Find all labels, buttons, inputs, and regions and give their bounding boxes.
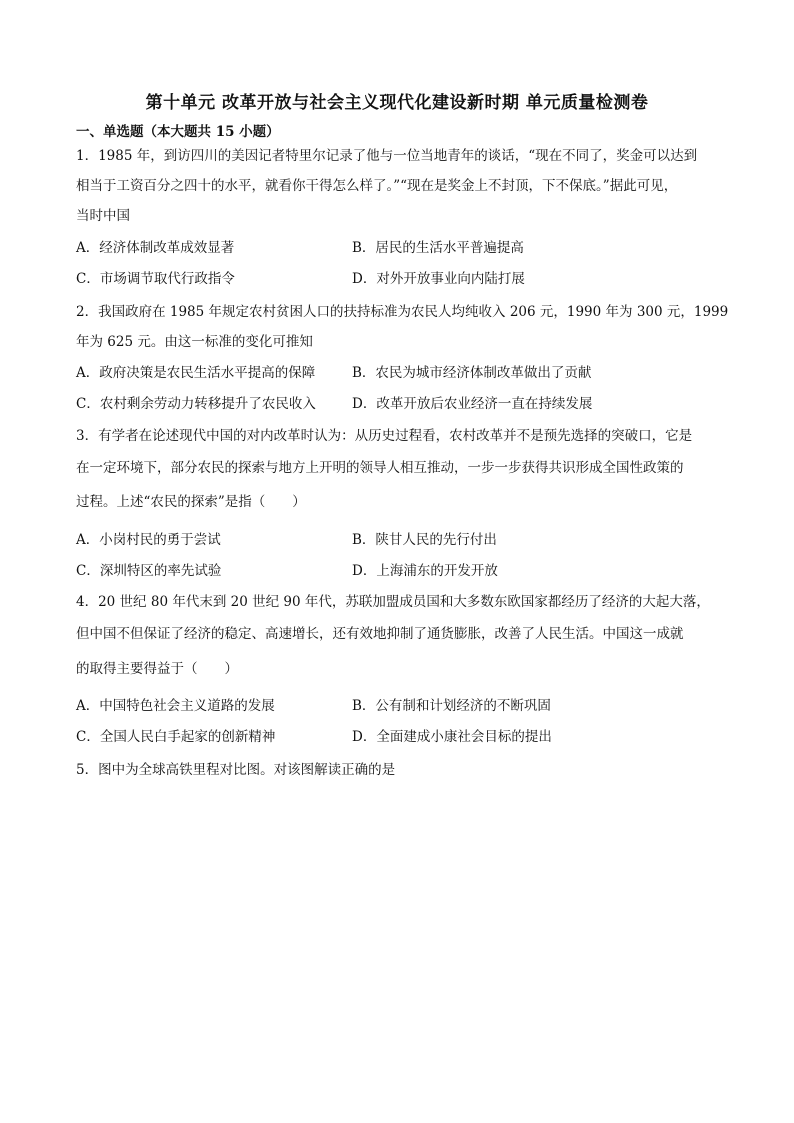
section-heading: 一、单选题（本大题共 15 小题） bbox=[76, 124, 280, 140]
question-4-line-1: 4．20 世纪 80 年代末到 20 世纪 90 年代，苏联加盟成员国和大多数东欧国家都经历了经济的大起大落， bbox=[76, 594, 710, 610]
question-4-line-2: 但中国不但保证了经济的稳定、高速增长，还有效地抑制了通货膨胀，改善了人民生活。中国这一成就 bbox=[76, 626, 684, 642]
question-4-line-3: 的取得主要得益于（ ） bbox=[76, 661, 238, 677]
question-3-option-c: C．深圳特区的率先试验 bbox=[76, 563, 222, 579]
question-3-option-b: B．陕甘人民的先行付出 bbox=[352, 532, 497, 548]
question-4-option-c: C．全国人民白手起家的创新精神 bbox=[76, 729, 276, 745]
question-3-option-a: A．小岗村民的勇于尝试 bbox=[76, 532, 221, 548]
question-2-option-b: B．农民为城市经济体制改革做出了贡献 bbox=[352, 365, 592, 381]
question-2-option-c: C．农村剩余劳动力转移提升了农民收入 bbox=[76, 396, 316, 412]
question-2-option-d: D．改革开放后农业经济一直在持续发展 bbox=[352, 396, 593, 412]
question-1-option-a: A．经济体制改革成效显著 bbox=[76, 240, 235, 256]
question-5-line-1: 5．图中为全球高铁里程对比图。对该图解读正确的是 bbox=[76, 762, 396, 778]
question-1-line-3: 当时中国 bbox=[76, 208, 130, 224]
question-1-option-b: B．居民的生活水平普遍提高 bbox=[352, 240, 524, 256]
question-2-line-2: 年为 625 元。由这一标准的变化可推知 bbox=[76, 334, 313, 350]
question-1-line-1: 1．1985 年，到访四川的美因记者特里尔记录了他与一位当地青年的谈话，“现在不同了，奖金可以达到 bbox=[76, 148, 698, 164]
question-4-option-b: B．公有制和计划经济的不断巩固 bbox=[352, 698, 551, 714]
question-1-option-c: C．市场调节取代行政指令 bbox=[76, 271, 235, 287]
question-1-line-2: 相当于工资百分之四十的水平，就看你干得怎么样了。”“现在是奖金上不封顶，下不保底。”据此可见， bbox=[76, 178, 678, 194]
page-title: 第十单元 改革开放与社会主义现代化建设新时期 单元质量检测卷 bbox=[145, 93, 649, 113]
question-3-option-d: D．上海浦东的开发开放 bbox=[352, 563, 498, 579]
question-3-line-2: 在一定环境下，部分农民的探索与地方上开明的领导人相互推动，一步一步获得共识形成全国性政策的 bbox=[76, 460, 684, 476]
question-1-option-d: D．对外开放事业向内陆打展 bbox=[352, 271, 525, 287]
question-4-option-a: A．中国特色社会主义道路的发展 bbox=[76, 698, 275, 714]
question-2-line-1: 2．我国政府在 1985 年规定农村贫困人口的扶持标准为农民人均纯收入 206 元，1990 年为 300 元，1999 bbox=[76, 304, 729, 320]
question-4-option-d: D．全面建成小康社会目标的提出 bbox=[352, 729, 552, 745]
question-3-line-3: 过程。上述“农民的探索”是指（ ） bbox=[76, 494, 306, 510]
question-2-option-a: A．政府决策是农民生活水平提高的保障 bbox=[76, 365, 316, 381]
question-3-line-1: 3．有学者在论述现代中国的对内改革时认为：从历史过程看，农村改革并不是预先选择的突破口，它是 bbox=[76, 428, 693, 444]
